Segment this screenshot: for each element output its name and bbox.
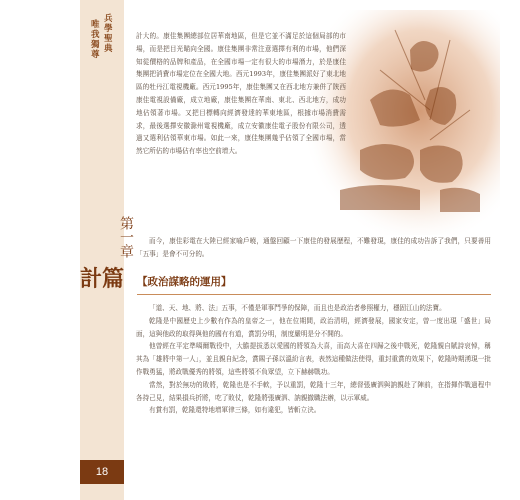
paragraph-text: 當然，對於無功的敗將，乾隆也是不手軟，予以重罰，乾隆十三年，總督張廣泗與訥親赴了陣前，在指揮作戰過程中各持己見，結果損兵折將，吃了敗仗，乾隆將張廣泗、訥親撤職法辦，以示軍威。 (136, 380, 491, 402)
paragraph-top-2 (136, 235, 491, 261)
paragraph-text: 計大的。康佳集團總部位居華南地區，但是它並不滿足於這個局部的市場，而是把目光瞄向全國。康佳集團非常注意選擇有利的市場，他們深知從價格的品牌和產品，在全國市場一定有很大的市場潛力，於是康佳集團把消費市場定位在全國大地。西元1993年，康佳集團派好了東北地區的牡丹江電視機廠。西元1995年，康佳集團又在西北地方兼併了陝西康佳電視設備廠，成立地廠，康佳集團在華南、東北、西北地方，成功地佔領著市場。又把目標轉向經濟發達的華東地區，根據市場消費需求，最後選擇安徽滁州電視機廠，成立安徽康佳電子股份有限公司，透過又選利佔領華東市場。如此一來，康佳集團幾乎佔領了全國市場，當然它所佔的市場佔有率也空前增大。 (136, 32, 346, 156)
chapter-title: 計篇 (80, 266, 125, 292)
lower-content (136, 302, 491, 417)
logo-text-2: 唯我獨尊 (91, 20, 100, 60)
paragraph-text: 有賞有罰，乾隆還特地增軍律三條，如有違犯，皆斬立決。 (149, 406, 321, 415)
chapter-label: 第一章 (118, 216, 134, 258)
paragraph-text: 他曾經在平定準噶爾戰役中，大膽提拔悉以愛國的將領為大喜，而高大喜在四歸之後中戰死，乾隆親自賦詩哀悼，稱其為「雄將中第一人」，並且親自紀念，賞賜子孫以溫紛言表，表然這種做法使得，重封重賞的效果下，乾隆時期湧現一批作戰勇猛，將政戰優秀的將領，這些將領不負眾望，立下赫赫戰功。 (136, 342, 491, 376)
heading-divider (137, 294, 491, 295)
paragraph-text: 「道、天、地、將、法」五事，不僅是軍事鬥爭的保障，而且也是政治者參照權力，穩固江山的法寶。 (149, 304, 446, 312)
paragraph-top-1 (136, 30, 346, 158)
section-heading: 【政治謀略的運用】 (137, 276, 232, 288)
paragraph-text: 乾隆是中國歷史上少數有作為的皇帝之一，他在位期間，政治清明，經濟發展，國家安定，曾一度出現「盛世」局面，這與他政的取得與他的國有有道，賞罰分明，制度嚴明是分不開的。 (136, 316, 491, 338)
page-number: 18 (95, 466, 109, 478)
paragraph-text: 而今，康佳彩電在大陸已經家喻戶曉，通盤回顧一下康佳的發展歷程，不難發現，康佳的成功告訴了我們，只要善用「五事」是會不可分的。 (136, 237, 491, 258)
series-logo (86, 14, 122, 60)
logo-text-1: 兵學聖典 (104, 14, 113, 54)
